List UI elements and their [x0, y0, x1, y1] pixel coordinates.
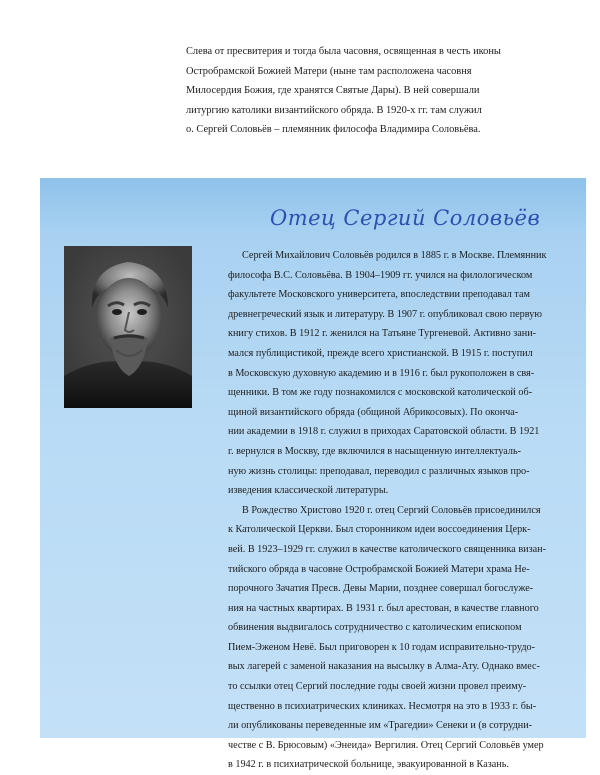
biography-text [228, 246, 573, 775]
portrait-photo-icon [64, 246, 192, 408]
intro-text-block [186, 42, 536, 140]
portrait-photo [64, 246, 192, 408]
biography-paragraph-2: В Рождество Христово 1920 г. отец Сергий Соловьёв присоединился к Католической Церкви. Был сторонником идеи воссоединения Церк- вей. В 1923–1929 гг. служил в качестве католического священника визан- тийского обряда в часовне Остробрамской Божией Матери храма Не- порочного Зачатия Пресв. Девы Марии, позднее совершал богослуже- ния на частных квартирах. В 1931 г. был арестован, в качестве главного обвинения выдвигалось сотрудничество с католическим епископом Пием-Эженом Невё. Был приговорен к 10 годам исправительно-трудо- вых лагерей с заменой наказания на высылку в Алма-Ату. Однако вмес- то ссылки отец Сергий последние годы своей жизни провел преиму- щественно в психиатрических клиниках. Несмотря на это в 1933 г. бы- ли опубликованы переведенные им «Трагедии» Сенеки и (в сотрудни- честве с В. Брюсовым) «Энеида» Вергилия. Отец Сергий Соловьёв умер в 1942 г. в психиатрической больнице, эвакуированной в Казань. [228, 504, 546, 771]
intro-paragraph: Слева от пресвитерия и тогда была часовня, освященная в честь иконы Остробрамской Божией Матери (ныне там расположена часовня Милосердия Божия, где хранятся Святые Дары). В ней совершали литургию католики византийского обряда. В 1920-х гг. там служил о. Сергей Соловьёв – племянник философа Владимира Соловьёва. [186, 46, 501, 136]
biography-panel [40, 178, 586, 771]
biography-paragraph-1: Сергей Михайлович Соловьёв родился в 1885 г. в Москве. Племянник философа В.С. Соловьёва. В 1904–1909 гг. учился на филологическом факультете Московского университета, впоследствии преподавал там древнегреческий язык и литературу. В 1907 г. опубликовал свою первую книгу стихов. В 1912 г. женился на Татьяне Тургеневой. Активно зани- мался публицистикой, прежде всего христианской. В 1915 г. поступил в Московскую духовную академию и в 1916 г. был рукоположен в свя- щенники. В том же году познакомился с московской католической об- щиной византийского обряда (общиной Абрикосовых). По оконча- нии академии в 1918 г. служил в приходах Саратовской области. В 1921 г. вернулся в Москву, где включился в насыщенную интеллектуаль- ную жизнь столицы: преподавал, переводил с различных языков про- изведения классической литературы. [228, 250, 547, 497]
section-title: Отец Сергий Соловьёв [270, 206, 541, 230]
